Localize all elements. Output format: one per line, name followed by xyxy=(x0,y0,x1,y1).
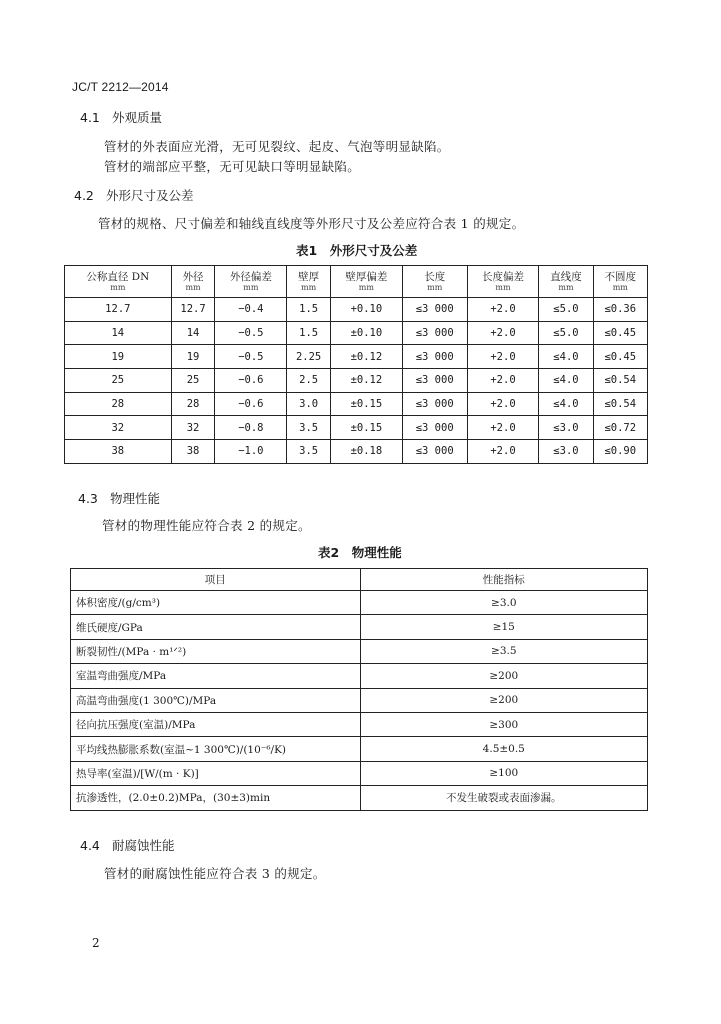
table-row xyxy=(71,712,648,736)
table-row xyxy=(71,639,648,663)
table2-physical-properties xyxy=(70,568,648,811)
table1-header-cell xyxy=(65,266,172,298)
table-cell: ±0.15 xyxy=(331,416,403,440)
property-name: 断裂韧性/(MPa · m¹ᐟ²) xyxy=(71,639,361,663)
header-unit: mm xyxy=(558,282,574,292)
table-cell: ≤0.36 xyxy=(593,298,647,322)
section-title: 外观质量 xyxy=(112,110,163,125)
table-cell: 3.0 xyxy=(287,392,331,416)
table-cell: 12.7 xyxy=(65,298,172,322)
property-value: ≥200 xyxy=(360,688,647,712)
table-cell: 14 xyxy=(171,321,215,345)
header-label: 壁厚 xyxy=(298,270,320,283)
header-label: 公称直径 DN xyxy=(86,270,150,283)
table-cell: 14 xyxy=(65,321,172,345)
table-cell: 38 xyxy=(171,440,215,464)
section-4-1-line-1: 管材的外表面应光滑，无可见裂纹、起皮、气泡等明显缺陷。 xyxy=(104,139,450,154)
section-number: 4.3 xyxy=(78,491,98,506)
table-row xyxy=(65,440,648,464)
table1-header-cell xyxy=(171,266,215,298)
table-row xyxy=(65,369,648,393)
property-name: 抗渗透性，(2.0±0.2)MPa，(30±3)min xyxy=(71,786,361,810)
table-cell: ≤0.54 xyxy=(593,369,647,393)
table-row xyxy=(71,786,648,810)
property-name: 室温弯曲强度/MPa xyxy=(71,664,361,688)
table-cell: ≤0.45 xyxy=(593,321,647,345)
table-cell: 19 xyxy=(65,345,172,369)
table1-header-cell xyxy=(593,266,647,298)
table-cell: 12.7 xyxy=(171,298,215,322)
table-cell: 3.5 xyxy=(287,440,331,464)
table-cell: 28 xyxy=(65,392,172,416)
table-cell: +2.0 xyxy=(467,440,539,464)
property-name: 平均线热膨胀系数(室温~1 300℃)/(10⁻⁶/K) xyxy=(71,737,361,761)
table-row xyxy=(71,688,648,712)
table-cell: 28 xyxy=(171,392,215,416)
property-value: ≥3.5 xyxy=(360,639,647,663)
table-cell: 19 xyxy=(171,345,215,369)
table-cell: ≤3 000 xyxy=(402,416,467,440)
table-cell: ≤0.72 xyxy=(593,416,647,440)
table-cell: ±0.12 xyxy=(331,369,403,393)
section-number: 4.2 xyxy=(74,188,94,203)
property-value: ≥100 xyxy=(360,761,647,785)
header-unit: mm xyxy=(358,282,374,292)
table-cell: ±0.18 xyxy=(331,440,403,464)
property-value: ≥15 xyxy=(360,615,647,639)
table-cell: ≤3 000 xyxy=(402,369,467,393)
table-cell: +2.0 xyxy=(467,392,539,416)
header-unit: mm xyxy=(427,282,443,292)
table-cell: 1.5 xyxy=(287,321,331,345)
table-cell: ≤0.45 xyxy=(593,345,647,369)
table1-body xyxy=(65,298,648,464)
table-row xyxy=(71,664,648,688)
table-cell: −1.0 xyxy=(215,440,287,464)
table-cell: ≤0.90 xyxy=(593,440,647,464)
table2-header-cell: 项目 xyxy=(71,569,361,591)
section-4-3-heading xyxy=(78,489,160,507)
table-cell: +2.0 xyxy=(467,298,539,322)
header-unit: mm xyxy=(301,282,317,292)
property-name: 高温弯曲强度(1 300℃)/MPa xyxy=(71,688,361,712)
table-cell: ≤3.0 xyxy=(539,416,593,440)
header-unit: mm xyxy=(612,282,628,292)
table1-header-cell xyxy=(539,266,593,298)
table-cell: 1.5 xyxy=(287,298,331,322)
table-cell: 25 xyxy=(65,369,172,393)
header-label: 外径偏差 xyxy=(229,270,272,283)
table-cell: ≤3 000 xyxy=(402,440,467,464)
section-4-4-text: 管材的耐腐蚀性能应符合表 3 的规定。 xyxy=(104,866,326,881)
table-cell: +2.0 xyxy=(467,345,539,369)
table-cell: ≤3 000 xyxy=(402,298,467,322)
table-cell: ≤0.54 xyxy=(593,392,647,416)
table-cell: −0.6 xyxy=(215,369,287,393)
table-cell: −0.8 xyxy=(215,416,287,440)
table-cell: −0.4 xyxy=(215,298,287,322)
table-row xyxy=(71,737,648,761)
table1-header-cell xyxy=(287,266,331,298)
table-cell: ≤4.0 xyxy=(539,392,593,416)
table-cell: ≤5.0 xyxy=(539,298,593,322)
table-cell: ±0.10 xyxy=(331,321,403,345)
table-cell: 3.5 xyxy=(287,416,331,440)
section-number: 4.1 xyxy=(80,110,100,125)
property-value: 不发生破裂或表面渗漏。 xyxy=(360,786,647,810)
table-cell: 38 xyxy=(65,440,172,464)
property-value: ≥3.0 xyxy=(360,591,647,615)
section-number: 4.4 xyxy=(80,838,100,853)
table-cell: ≤3 000 xyxy=(402,345,467,369)
table-cell: ≤3 000 xyxy=(402,321,467,345)
header-unit: mm xyxy=(243,282,259,292)
section-4-2-text: 管材的规格、尺寸偏差和轴线直线度等外形尺寸及公差应符合表 1 的规定。 xyxy=(98,216,525,231)
table1-header-cell xyxy=(402,266,467,298)
section-4-3-text: 管材的物理性能应符合表 2 的规定。 xyxy=(102,518,311,533)
header-label: 外径 xyxy=(182,270,204,283)
header-label: 不圆度 xyxy=(604,270,637,283)
header-label: 壁厚偏差 xyxy=(345,270,388,283)
table-cell: +0.10 xyxy=(331,298,403,322)
section-4-2-heading xyxy=(74,186,194,204)
table-cell: 25 xyxy=(171,369,215,393)
table2-header-cell: 性能指标 xyxy=(360,569,647,591)
property-name: 维氏硬度/GPa xyxy=(71,615,361,639)
table1-header-cell xyxy=(215,266,287,298)
table-cell: +2.0 xyxy=(467,321,539,345)
table1-header-cell xyxy=(331,266,403,298)
table1-header-cell xyxy=(467,266,539,298)
table1-dimensions xyxy=(64,265,648,464)
section-title: 物理性能 xyxy=(110,491,161,506)
table-cell: −0.5 xyxy=(215,321,287,345)
header-unit: mm xyxy=(110,282,126,292)
table-cell: ≤4.0 xyxy=(539,345,593,369)
property-value: ≥200 xyxy=(360,664,647,688)
property-name: 径向抗压强度(室温)/MPa xyxy=(71,712,361,736)
table-cell: ±0.12 xyxy=(331,345,403,369)
property-value: ≥300 xyxy=(360,712,647,736)
table-cell: −0.6 xyxy=(215,392,287,416)
property-value: 4.5±0.5 xyxy=(360,737,647,761)
table-row xyxy=(65,392,648,416)
table-row xyxy=(65,321,648,345)
document-id: JC/T 2212—2014 xyxy=(72,80,169,94)
table-cell: +2.0 xyxy=(467,416,539,440)
table-cell: 2.5 xyxy=(287,369,331,393)
table-cell: 32 xyxy=(65,416,172,440)
table-row xyxy=(71,615,648,639)
header-unit: mm xyxy=(185,282,201,292)
section-4-1-line-2: 管材的端部应平整，无可见缺口等明显缺陷。 xyxy=(104,159,361,174)
section-4-1-heading xyxy=(80,108,162,126)
table-cell: −0.5 xyxy=(215,345,287,369)
page-number: 2 xyxy=(92,936,100,950)
table1-header-row xyxy=(65,266,648,298)
section-4-4-heading xyxy=(80,836,175,854)
table2-header-row xyxy=(71,569,648,591)
table-cell: ≤5.0 xyxy=(539,321,593,345)
table-row xyxy=(71,591,648,615)
table-cell: ≤3 000 xyxy=(402,392,467,416)
table-row xyxy=(71,761,648,785)
header-label: 直线度 xyxy=(550,270,582,283)
table-cell: 32 xyxy=(171,416,215,440)
table2-caption: 表2 物理性能 xyxy=(318,545,402,560)
table-cell: 2.25 xyxy=(287,345,331,369)
table1-caption: 表1 外形尺寸及公差 xyxy=(296,243,418,258)
section-title: 外形尺寸及公差 xyxy=(106,188,194,203)
table-row xyxy=(65,345,648,369)
table-cell: ±0.15 xyxy=(331,392,403,416)
table-row xyxy=(65,416,648,440)
header-unit: mm xyxy=(495,282,511,292)
section-title: 耐腐蚀性能 xyxy=(112,838,175,853)
header-label: 长度 xyxy=(424,270,446,283)
property-name: 热导率(室温)/[W/(m · K)] xyxy=(71,761,361,785)
table-cell: ≤3.0 xyxy=(539,440,593,464)
property-name: 体积密度/(g/cm³) xyxy=(71,591,361,615)
table-row xyxy=(65,298,648,322)
table-cell: ≤4.0 xyxy=(539,369,593,393)
header-label: 长度偏差 xyxy=(482,270,524,283)
table2-body xyxy=(71,591,648,811)
table-cell: +2.0 xyxy=(467,369,539,393)
